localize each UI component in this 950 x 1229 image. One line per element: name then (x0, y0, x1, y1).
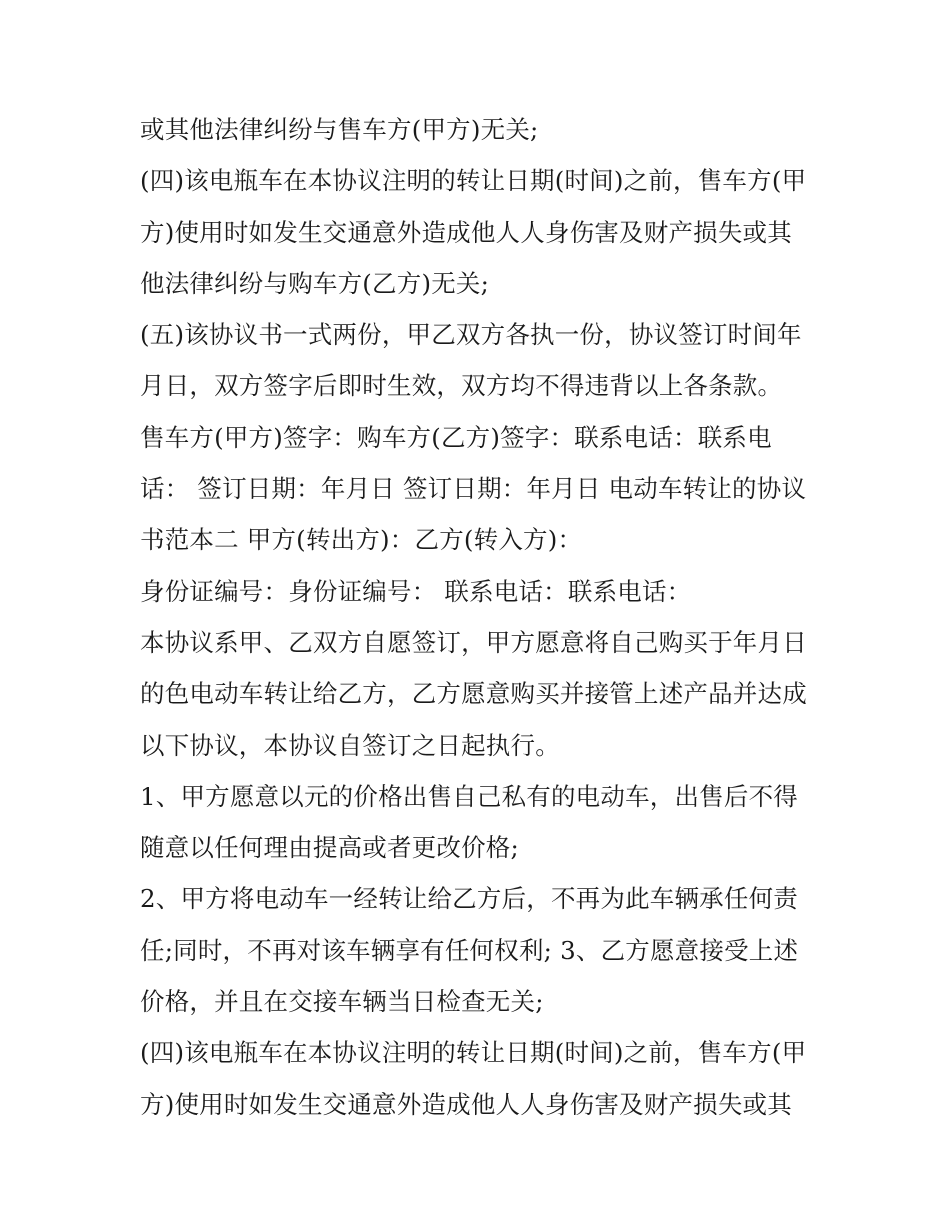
document-body (140, 104, 830, 1130)
text-line: 1、甲方愿意以元的价格出售自己私有的电动车，出售后不得 (140, 781, 798, 811)
text-line: 话： 签订日期：年月日 签订日期：年月日 电动车转让的协议 (140, 474, 807, 504)
text-line: 书范本二 甲方(转出方)：乙方(转入方)： (140, 525, 583, 555)
text-line: 他法律纠纷与购车方(乙方)无关; (140, 268, 490, 298)
text-line: 任;同时，不再对该车辆享有任何权利; 3、乙方愿意接受上述 (140, 935, 799, 965)
text-line: 月日，双方签字后即时生效，双方均不得违背以上各条款。 (140, 371, 783, 401)
text-line: (四)该电瓶车在本协议注明的转让日期(时间)之前，售车方(甲 (140, 1038, 807, 1068)
text-line: 方)使用时如发生交通意外造成他人人身伤害及财产损失或其 (140, 1089, 792, 1119)
text-line: 以下协议，本协议自签订之日起执行。 (140, 730, 560, 760)
text-line: 或其他法律纠纷与售车方(甲方)无关; (140, 115, 539, 144)
text-line: (四)该电瓶车在本协议注明的转让日期(时间)之前，售车方(甲 (140, 166, 807, 196)
text-line: (五)该协议书一式两份，甲乙双方各执一份，协议签订时间年 (140, 320, 802, 350)
text-line: 身份证编号：身份证编号： 联系电话：联系电话： (140, 576, 692, 606)
text-line: 随意以任何理由提高或者更改价格; (140, 833, 519, 863)
text-line: 本协议系甲、乙双方自愿签订，甲方愿意将自己购买于年月日 (140, 627, 807, 657)
text-line: 售车方(甲方)签字：购车方(乙方)签字：联系电话：联系电 (140, 422, 772, 452)
text-line: 方)使用时如发生交通意外造成他人人身伤害及财产损失或其 (140, 217, 792, 247)
text-line: 价格，并且在交接车辆当日检查无关; (140, 987, 544, 1017)
text-line: 2、甲方将电动车一经转让给乙方后，不再为此车辆承任何责 (140, 884, 798, 914)
text-line: 的色电动车转让给乙方，乙方愿意购买并接管上述产品并达成 (140, 679, 807, 709)
